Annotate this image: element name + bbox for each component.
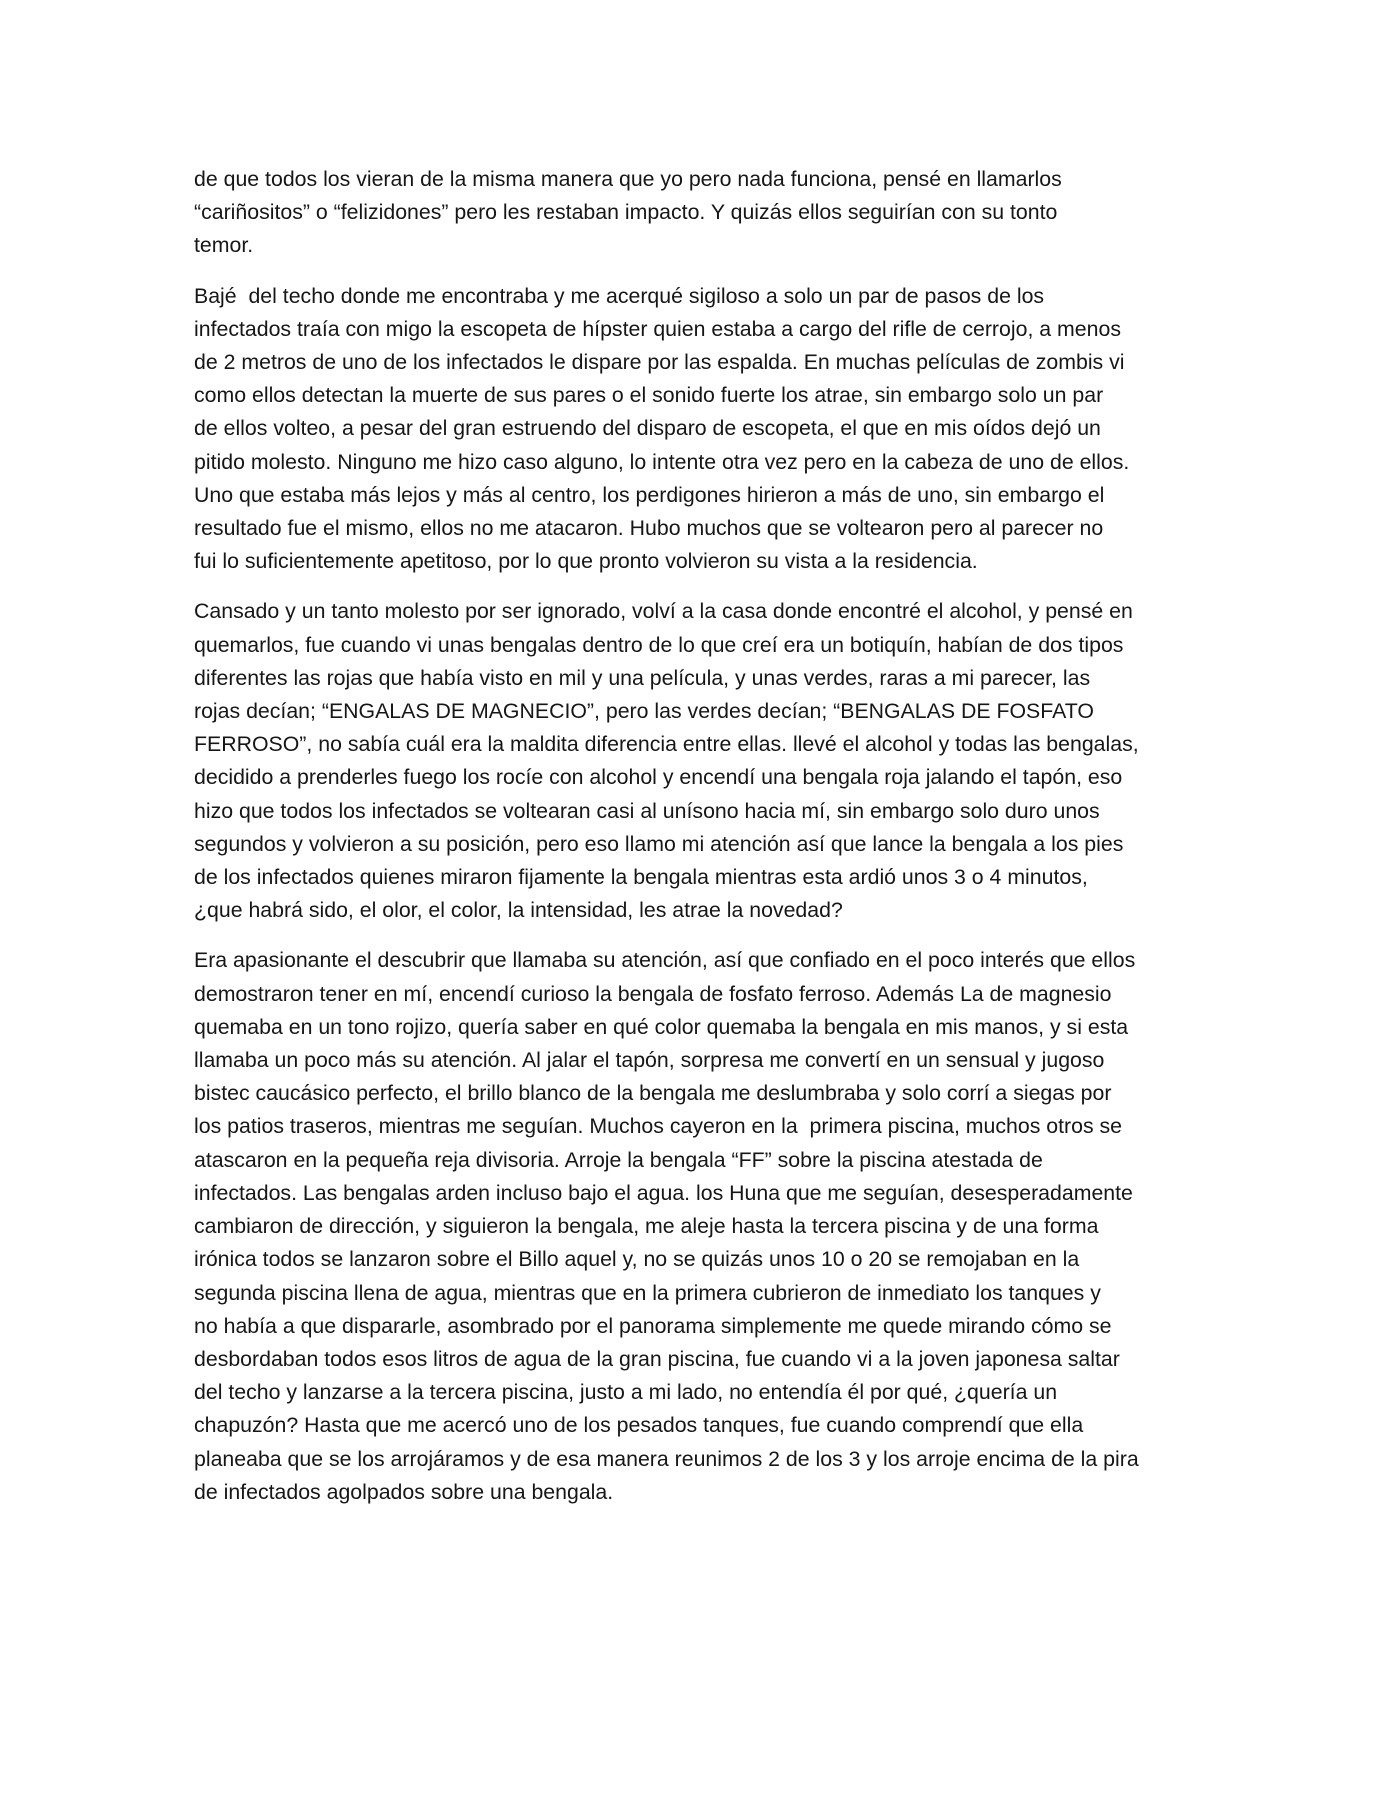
text-line: cambiaron de dirección, y siguieron la bengala, me aleje hasta la tercera piscina y de una forma [194,1214,1099,1239]
text-line: hizo que todos los infectados se voltearan casi al unísono hacia mí, sin embargo solo duro unos [194,798,1100,823]
text-line: decidido a prenderles fuego los rocíe con alcohol y encendí una bengala roja jalando el tapón, eso [194,765,1123,790]
text-line: fui lo suficientemente apetitoso, por lo que pronto volvieron su vista a la residencia. [194,549,978,574]
text-line: Era apasionante el descubrir que llamaba su atención, así que confiado en el poco interés que ellos [194,948,1136,973]
text-line: de que todos los vieran de la misma manera que yo pero nada funciona, pensé en llamarlos [194,167,1062,191]
text-line: demostraron tener en mí, encendí curioso la bengala de fosfato ferroso. Además La de magnesio [194,981,1112,1006]
text-line: no había a que dispararle, asombrado por el panorama simplemente me quede mirando cómo se [194,1313,1112,1338]
text-line: quemarlos, fue cuando vi unas bengalas dentro de lo que creí era un botiquín, habían de dos tipos [194,632,1124,657]
text-line: bistec caucásico perfecto, el brillo blanco de la bengala me deslumbraba y solo corrí a siegas por [194,1081,1112,1106]
text-line: de 2 metros de uno de los infectados le dispare por las espalda. En muchas películas de zombis vi [194,350,1125,375]
text-line: pitido molesto. Ninguno me hizo caso alguno, lo intente otra vez pero en la cabeza de uno de ellos. [194,449,1130,474]
text-line: llamaba un poco más su atención. Al jalar el tapón, sorpresa me convertí en un sensual y jugoso [194,1048,1105,1073]
paragraph-1 [194,163,1214,263]
text-line: infectados. Las bengalas arden incluso bajo el agua. los Huna que me seguían, desesperadamente [194,1180,1133,1205]
text-line: de infectados agolpados sobre una bengala. [194,1479,614,1504]
text-line: de ellos volteo, a pesar del gran estruendo del disparo de escopeta, el que en mis oídos dejó un [194,416,1101,441]
text-line: “cariñositos” o “felizidones” pero les restaban impacto. Y quizás ellos seguirían con su tonto [194,200,1058,225]
text-line: atascaron en la pequeña reja divisoria. Arroje la bengala “FF” sobre la piscina atestada de [194,1147,1043,1172]
text-line: como ellos detectan la muerte de sus pares o el sonido fuerte los atrae, sin embargo solo un par [194,383,1104,408]
text-line: segundos y volvieron a su posición, pero eso llamo mi atención así que lance la bengala a los pies [194,831,1124,856]
text-line: quemaba en un tono rojizo, quería saber en qué color quemaba la bengala en mis manos, y si esta [194,1014,1129,1039]
text-line: Bajé del techo donde me encontraba y me acerqué sigiloso a solo un par de pasos de los [194,283,1045,308]
paragraph-4 [194,944,1214,1508]
text-line: rojas decían; “ENGALAS DE MAGNECIO”, pero las verdes decían; “BENGALAS DE FOSFATO [194,699,1094,724]
text-line: segunda piscina llena de agua, mientras que en la primera cubrieron de inmediato los tanques y [194,1280,1101,1305]
text-line: chapuzón? Hasta que me acercó uno de los pesados tanques, fue cuando comprendí que ella [194,1413,1084,1438]
text-line: de los infectados quienes miraron fijamente la bengala mientras esta ardió unos 3 o 4 minutos, [194,865,1088,890]
text-line: ¿que habrá sido, el olor, el color, la intensidad, les atrae la novedad? [194,898,843,923]
text-line: infectados traía con migo la escopeta de hípster quien estaba a cargo del rifle de cerrojo, a menos [194,316,1121,341]
text-line: desbordaban todos esos litros de agua de la gran piscina, fue cuando vi a la joven japonesa saltar [194,1346,1120,1371]
text-line: Uno que estaba más lejos y más al centro, los perdigones hirieron a más de uno, sin embargo el [194,482,1105,507]
text-line: del techo y lanzarse a la tercera piscina, justo a mi lado, no entendía él por qué, ¿quería un [194,1380,1058,1405]
text-line: resultado fue el mismo, ellos no me atacaron. Hubo muchos que se voltearon pero al parecer no [194,516,1104,541]
text-line: planeaba que se los arrojáramos y de esa manera reunimos 2 de los 3 y los arroje encima de la pira [194,1446,1139,1471]
text-line: diferentes las rojas que había visto en mil y una película, y unas verdes, raras a mi parecer, las [194,665,1091,690]
text-line: temor. [194,233,254,258]
text-line: los patios traseros, mientras me seguían. Muchos cayeron en la primera piscina, muchos otros se [194,1114,1123,1139]
paragraph-3 [194,595,1214,927]
text-line: Cansado y un tanto molesto por ser ignorado, volví a la casa donde encontré el alcohol, y pensé en [194,599,1133,624]
text-line: FERROSO”, no sabía cuál era la maldita diferencia entre ellas. llevé el alcohol y todas las bengalas, [194,732,1139,757]
paragraph-2 [194,280,1214,579]
body-text [194,163,1214,1526]
text-line: irónica todos se lanzaron sobre el Billo aquel y, no se quizás unos 10 o 20 se remojaban en la [194,1247,1080,1272]
